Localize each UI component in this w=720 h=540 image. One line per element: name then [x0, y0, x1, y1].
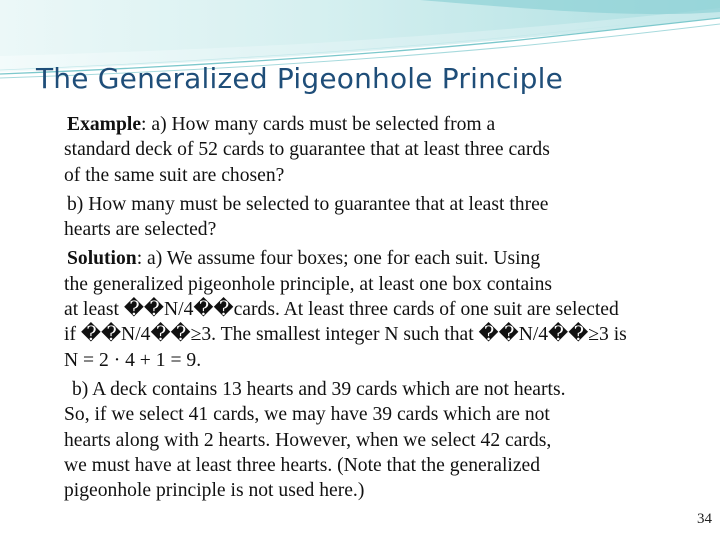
solution-line-3: at least ��N/4��cards. At least three cards of one suit are selected [64, 299, 619, 321]
example-label: Example [67, 114, 142, 135]
part-b-answer-line-1: b) A deck contains 13 hearts and 39 cards which are not hearts. [72, 378, 566, 400]
part-b-answer-line-5: pigeonhole principle is not used here.) [64, 480, 365, 502]
example-question [64, 112, 700, 188]
solution-line-1: Solution: a) We assume four boxes; one for each suit. Using [67, 248, 541, 270]
part-b-question-line-2: hearts are selected? [64, 219, 217, 241]
slide-body [64, 112, 700, 507]
part-b-question [64, 192, 700, 243]
page-number: 34 [697, 511, 712, 527]
example-line-1: Example: a) How many cards must be selected from a [67, 114, 496, 135]
part-b-question-line-1: b) How many must be selected to guarantee that at least three [67, 193, 549, 215]
solution-label: Solution [67, 248, 137, 270]
slide-title: The Generalized Pigeonhole Principle [36, 62, 563, 95]
part-b-answer-line-3: hearts along with 2 hearts. However, when we select 42 cards, [64, 429, 552, 451]
example-line-3: of the same suit are chosen? [64, 164, 285, 186]
solution-line-2: the generalized pigeonhole principle, at least one box contains [64, 273, 553, 295]
example-line-2: standard deck of 52 cards to guarantee that at least three cards [64, 139, 550, 161]
solution [64, 246, 700, 372]
part-b-answer-line-2: So, if we select 41 cards, we may have 39 cards which are not [64, 404, 550, 426]
part-b-answer-line-4: we must have at least three hearts. (Note that the generalized [64, 454, 541, 476]
solution-line-4: if ��N/4��≥3. The smallest integer N such that ��N/4��≥3 is [64, 324, 627, 346]
solution-line-5: N = 2 · 4 + 1 = 9. [64, 349, 202, 371]
part-b-answer [64, 377, 700, 503]
